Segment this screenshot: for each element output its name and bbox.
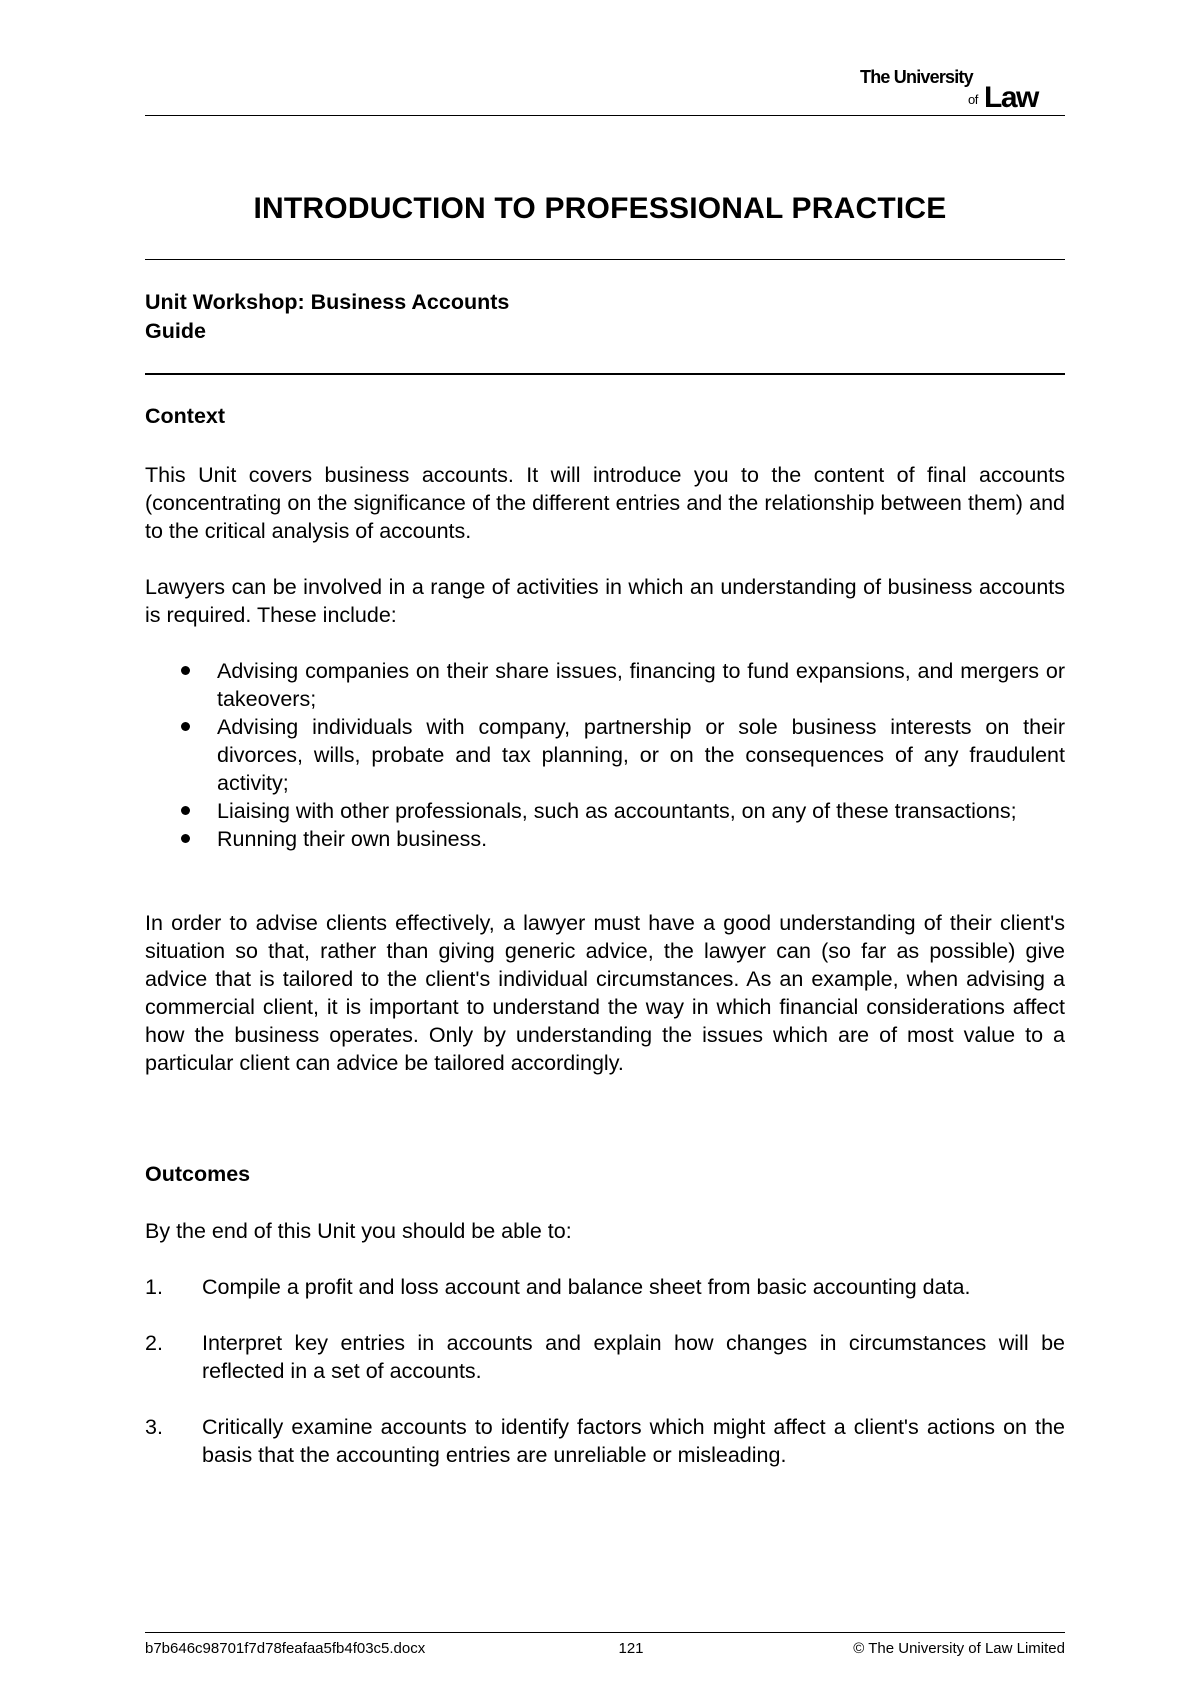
footer-copyright: © The University of Law Limited [853, 1640, 1065, 1657]
outcome-item [145, 1273, 1065, 1301]
bullet-icon [181, 722, 190, 731]
title-rule [145, 259, 1065, 260]
subtitle-line-1: Unit Workshop: Business Accounts [145, 290, 510, 314]
context-paragraph-3: In order to advise clients effectively, a lawyer must have a good understanding of their client's situation so that, rather than giving generic advice, the lawyer can (so far as possible) give advice that is tailored to the client's individual circumstances. As an example, when advising a commercial client, it is important to understand the way in which financial considerations affect how the business operates. Only by understanding the issues which are of most value to a particular client can advice be tailored accordingly. [145, 911, 1065, 1075]
footer-page-number: 121 [618, 1640, 644, 1657]
unit-subtitle [145, 288, 509, 346]
logo-of: of [968, 92, 978, 107]
list-item: Advising individuals with company, partnership or sole business interests on their divorces, wills, probate and tax planning, or on the consequences of any fraudulent activity; [145, 713, 1065, 797]
context-paragraph-2: Lawyers can be involved in a range of activities in which an understanding of business accounts is required. These include: [145, 575, 1065, 627]
footer-rule [145, 1632, 1065, 1633]
activities-list [145, 657, 1065, 853]
header-rule [145, 115, 1065, 116]
page-title: INTRODUCTION TO PROFESSIONAL PRACTICE [253, 192, 947, 225]
logo-law: Law [984, 81, 1038, 110]
outcome-text: Interpret key entries in accounts and explain how changes in circumstances will be reflected in a set of accounts. [202, 1331, 1065, 1383]
list-item: Liaising with other professionals, such as accountants, on any of these transactions; [145, 797, 1065, 825]
outcome-number: 3. [145, 1415, 163, 1439]
outcome-number: 2. [145, 1331, 163, 1355]
outcomes-intro: By the end of this Unit you should be able to: [145, 1219, 572, 1243]
bullet-icon [181, 806, 190, 815]
outcome-number: 1. [145, 1275, 163, 1299]
outcomes-heading: Outcomes [145, 1162, 251, 1186]
outcomes-list [145, 1273, 1065, 1497]
university-of-law-logo [860, 66, 1068, 110]
bullet-icon [181, 666, 190, 675]
context-paragraph-1: This Unit covers business accounts. It will introduce you to the content of final accounts (concentrating on the significance of the different entries and the relationship between them) and to the critical analysis of accounts. [145, 463, 1065, 543]
footer-filename: b7b646c98701f7d78feafaa5fb4f03c5.docx [145, 1640, 426, 1657]
bullet-icon [181, 834, 190, 843]
outcome-item [145, 1413, 1065, 1469]
list-item: Advising companies on their share issues, financing to fund expansions, and mergers or takeovers; [145, 657, 1065, 713]
outcome-text: Compile a profit and loss account and balance sheet from basic accounting data. [202, 1275, 971, 1299]
outcome-text: Critically examine accounts to identify factors which might affect a client's actions on the basis that the accounting entries are unreliable or misleading. [202, 1415, 1065, 1467]
subtitle-rule [145, 373, 1065, 375]
list-item: Running their own business. [145, 825, 1065, 853]
logo-line1: The University [860, 67, 973, 87]
outcome-item [145, 1329, 1065, 1385]
subtitle-line-2: Guide [145, 319, 206, 343]
context-heading: Context [145, 404, 226, 428]
